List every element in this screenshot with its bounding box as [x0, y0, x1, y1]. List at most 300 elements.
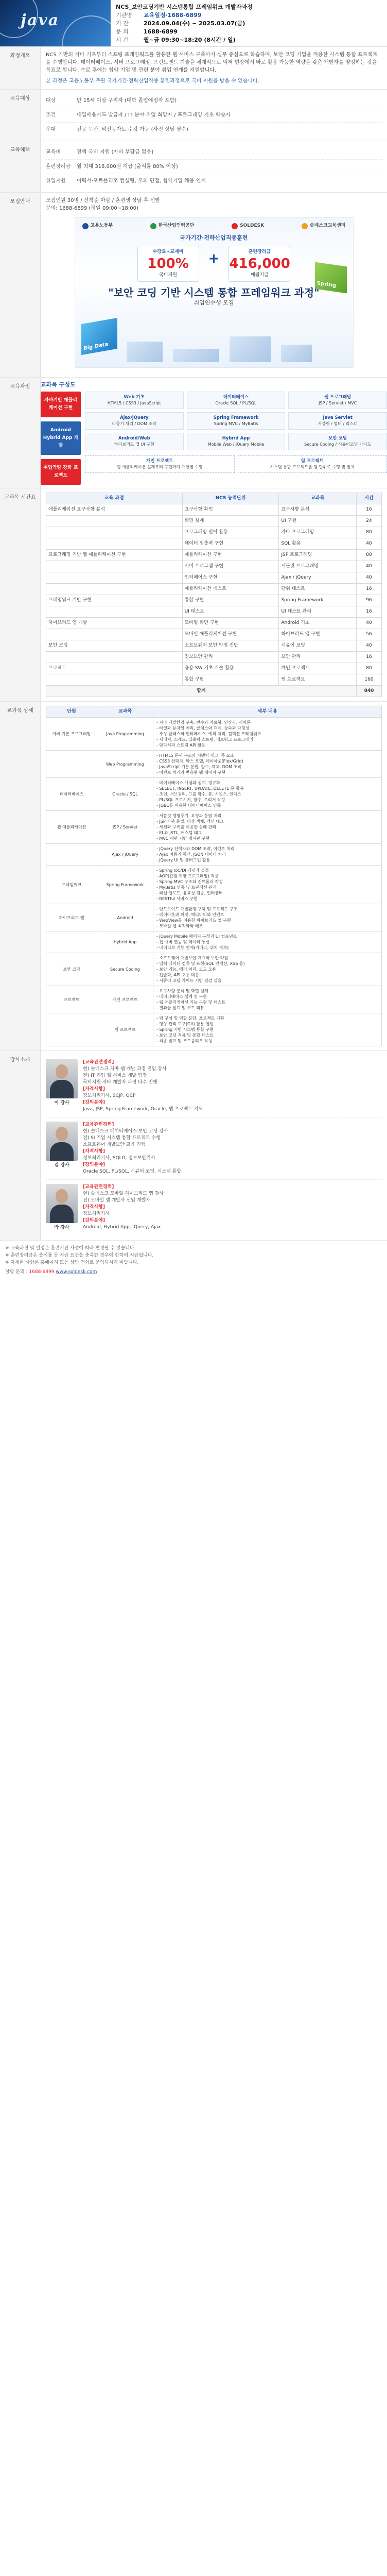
- license-text: 정보처리기사, SCJP, OCP: [83, 1093, 136, 1098]
- table-cell: Secure Coding: [97, 953, 153, 986]
- section-label: 모집안내: [0, 193, 41, 377]
- table-cell: - 서블릿 생명주기, 요청과 응답 처리 - JSP 기본 문법, 내장 객체, 액션 태그 - 세션과 쿠키를 이용한 상태 관리 - EL과 JSTL, 커스텀 태그 - MVC 패턴 기반 게시판 구현: [153, 811, 382, 844]
- field-heading: [강의분야]: [83, 1162, 105, 1167]
- subject-desc: 비동기 처리 / DOM 조작: [112, 421, 156, 426]
- column-header: 교과목: [279, 493, 357, 504]
- row-key: 훈련장려금: [46, 164, 71, 170]
- table-cell: Hybrid App: [97, 931, 153, 953]
- field-text: Android, Hybrid App, jQuery, Ajax: [83, 1225, 161, 1230]
- course-info: [111, 0, 387, 46]
- table-cell: - jQuery 선택자와 DOM 조작, 이벤트 처리 - Ajax 비동기 통신, JSON 데이터 처리 - jQuery UI 및 플러그인 활용: [153, 844, 382, 866]
- table-cell: 프로젝트: [46, 663, 183, 674]
- subject-title: 웹 프로그래밍: [324, 395, 351, 400]
- project-box: [85, 455, 235, 473]
- table-cell: 16: [357, 606, 382, 618]
- table-cell: Ajax / jQuery: [279, 572, 357, 584]
- section-label: 과정개요: [0, 47, 41, 89]
- decor-cube: [281, 345, 312, 362]
- flow-stages: [41, 392, 81, 485]
- poster-subheadline: 취업연수생 모집: [194, 299, 234, 306]
- table-row: [46, 866, 382, 904]
- career-text: 현) 솔데스크 모바일·하이브리드 앱 강사 전) 모바일 앱 개발사 선임 개발자: [83, 1191, 164, 1203]
- project-title: 팀 프로젝트: [301, 459, 324, 464]
- table-cell: [46, 538, 183, 550]
- table-cell: 40: [357, 538, 382, 550]
- license-text: 정보처리기사, SQLD, 정보보안기사: [83, 1156, 155, 1161]
- table-row: [46, 561, 382, 572]
- table-row: [46, 504, 382, 516]
- table-cell: - 자바 개발환경 구축, 변수와 자료형, 연산자, 제어문 - 배열과 문자열 처리, 클래스와 객체, 상속과 다형성 - 추상 클래스와 인터페이스, 예외 처리, 컬렉션 프레임워크 - 제네릭, 스레드, 입출력 스트림, 네트워크 프로그래밍 - 람다식과 스트림 API 활용: [153, 718, 382, 751]
- subject-title: 보안 코딩: [328, 436, 347, 441]
- table-cell: 팀 프로젝트: [279, 674, 357, 686]
- decor-cube: [127, 342, 163, 362]
- table-row: [46, 618, 382, 629]
- table-cell: 팀 프로젝트: [97, 1013, 153, 1046]
- stat-allowance: [228, 246, 290, 282]
- table-row: [46, 674, 382, 686]
- license-text: 정보처리기사: [83, 1211, 110, 1216]
- instructor-details: [83, 1059, 382, 1113]
- logo-center: [302, 222, 346, 230]
- column-header: 교과목: [97, 706, 153, 718]
- table-row: [46, 663, 382, 674]
- schedule-body: [41, 488, 387, 701]
- table-row: [46, 811, 382, 844]
- stage-block: 취업역량 강화 프로젝트: [41, 459, 81, 485]
- subject-title: Ajax/jQuery: [120, 415, 149, 420]
- contact-link[interactable]: www.soldesk.com: [56, 1269, 97, 1275]
- instructor-photo-wrap: [46, 1059, 78, 1113]
- table-cell: - 팀 구성 및 역할 분담, 프로젝트 기획 - 형상 관리 도구(Git) 활용 협업 - Spring 기반 시스템 통합 구현 - 보안 코딩 적용 및 통합 테스트 - 최종 발표 및 포트폴리오 작성: [153, 1013, 382, 1046]
- field-heading: [강의분야]: [83, 1100, 105, 1105]
- flow-title: 교과목 구성도: [41, 381, 76, 388]
- table-cell: 하이브리드 앱 개발: [46, 618, 183, 629]
- career-heading: [교육관련경력]: [83, 1184, 114, 1190]
- instructor-list: [41, 1051, 387, 1240]
- table-row: [46, 986, 382, 1013]
- table-cell: 요구사항 확인: [182, 504, 279, 516]
- flow-projects: [85, 455, 387, 473]
- section-label: 교과목 시간표: [0, 488, 41, 701]
- table-cell: 40: [357, 640, 382, 652]
- subject-title: Web 기초: [124, 395, 145, 400]
- field-heading: [강의분야]: [83, 1218, 105, 1223]
- table-cell: 보안 코딩: [46, 953, 97, 986]
- project-title: 개인 프로젝트: [146, 459, 173, 464]
- table-cell: Web Programming: [97, 751, 153, 778]
- benefit-row: [46, 174, 382, 188]
- subject-box: [187, 392, 286, 409]
- subject-box: [187, 412, 286, 430]
- subject-desc: HTML5 / CSS3 / JavaScript: [107, 401, 161, 405]
- table-cell: 개인 프로젝트: [97, 986, 153, 1013]
- table-header-row: [46, 493, 382, 504]
- decor-circle: [62, 15, 111, 46]
- table-cell: 96: [357, 595, 382, 606]
- decor-cube: [230, 336, 271, 362]
- stat-number: 416,000: [229, 256, 290, 272]
- subject-title: Spring Framework: [213, 415, 259, 420]
- poster-headline: "보안 코딩 기반 시스템 통합 프레임워크 과정": [108, 286, 320, 299]
- photo-body: [50, 1080, 74, 1098]
- table-row: [46, 844, 382, 866]
- table-row: [46, 606, 382, 618]
- table-cell: 보안 관리: [279, 652, 357, 663]
- instructor-card: [46, 1179, 382, 1236]
- stat-tuition: [137, 246, 199, 282]
- subject-box: [85, 412, 184, 430]
- benefit-row: [46, 145, 382, 159]
- table-cell: - 소프트웨어 개발보안 개요와 보안 약점 - 입력 데이터 검증 및 표현(SQL 인젝션, XSS 등) - 보안 기능, 에러 처리, 코드 오류 - 캡슐화, API 오용 대응 - 시큐어 코딩 가이드 기반 점검 실습: [153, 953, 382, 986]
- row-value: 전공 무관, 비전공자도 수강 가능 (사전 상담 필수): [77, 127, 188, 132]
- instructor-section: [0, 1051, 387, 1241]
- section-label: 강사소개: [0, 1051, 41, 1240]
- curriculum-flow: [41, 378, 387, 488]
- row-value: 이력서·포트폴리오 컨설팅, 모의 면접, 협약기업 채용 연계: [77, 178, 206, 184]
- instructor-details: [83, 1122, 382, 1175]
- table-cell: UI 테스트: [182, 606, 279, 618]
- table-cell: 웹 애플리케이션: [46, 811, 97, 844]
- table-cell: Android: [97, 904, 153, 931]
- table-row: [46, 516, 382, 527]
- recruit-body: [41, 193, 387, 377]
- subject-desc: 하이브리드 앱 UI 구현: [114, 442, 154, 447]
- table-row: [46, 629, 382, 640]
- photo-body: [50, 1142, 74, 1161]
- column-header: 세부 내용: [153, 706, 382, 718]
- table-cell: 통합 구현: [182, 674, 279, 686]
- photo-body: [50, 1205, 74, 1223]
- center-icon: [302, 223, 308, 229]
- detail-section: [0, 702, 387, 1051]
- table-row: [46, 904, 382, 931]
- row-key: 대상: [46, 98, 56, 104]
- bigdata-tile: Big Data: [81, 318, 117, 355]
- career-heading: [교육관련경력]: [83, 1060, 114, 1065]
- table-cell: 16: [357, 652, 382, 663]
- course-title: NCS_보안코딩기반 시스템통합 프레임워크 개발자과정: [116, 4, 253, 10]
- curriculum-section: [0, 378, 387, 488]
- instructor-details: [83, 1184, 382, 1232]
- table-cell: JSP 프로그래밍: [279, 550, 357, 561]
- logo-soldesk: [232, 222, 264, 230]
- table-cell: 통합 구현: [182, 595, 279, 606]
- total-hours: 840: [357, 686, 382, 697]
- phone-key: 문 의: [116, 28, 129, 35]
- table-cell: 개인 프로젝트: [279, 663, 357, 674]
- instructor-photo: [46, 1122, 78, 1161]
- stat-label: 훈련장려금: [248, 249, 271, 255]
- table-cell: [46, 931, 97, 953]
- instructor-photo-wrap: [46, 1184, 78, 1232]
- intro-text: NCS 기반의 자바 기초부터 스프링 프레임워크를 활용한 웹 서비스 구축까지 실무 중심으로 학습하며, 보안 코딩 기법을 적용한 시스템 통합 프로젝트를 수행합니다. 데이터베이스, 서버 프로그래밍, 프런트엔드 기술을 체계적으로 익혀 현장에서 바로 활용 가능한 역량을 갖춘 개발자를 양성하는 것을 목표로 합니다. 수료 후에는 협약 기업 및 관련 분야 취업 연계를 지원합니다.: [46, 52, 378, 73]
- section-label: 교육과정: [0, 378, 41, 488]
- course-header: [0, 0, 387, 47]
- row-value: 전액 국비 지원 (자비 부담금 없음): [77, 149, 154, 155]
- hrdkorea-icon: [150, 223, 156, 229]
- column-header: NCS 능력단위: [182, 493, 279, 504]
- table-cell: - 요구사항 분석 및 화면 설계 - 데이터베이스 설계 및 구현 - 웹 애플리케이션 기능 구현 및 테스트 - 결과물 발표 및 코드 리뷰: [153, 986, 382, 1013]
- table-row: [46, 751, 382, 778]
- photo-head: [56, 1189, 68, 1204]
- org-value: 교육일정·1688-6899: [144, 12, 202, 19]
- table-row: [46, 538, 382, 550]
- table-cell: JSP / Servlet: [97, 811, 153, 844]
- table-cell: - 데이터베이스 개념과 설계, 정규화 - SELECT, INSERT, UPDATE, DELETE 문 활용 - 조인, 서브쿼리, 그룹 함수, 뷰, 시퀀스, 인덱스 - PL/SQL 프로시저, 함수, 트리거 작성 - JDBC를 이용한 데이터베이스 연동: [153, 778, 382, 811]
- intro-body: [41, 47, 387, 89]
- table-cell: - HTML5 문서 구조와 시맨틱 태그, 폼 요소 - CSS3 선택자, 박스 모델, 레이아웃(Flex/Grid) - JavaScript 기본 문법, 함수, 객체, DOM 조작 - 이벤트 처리와 반응형 웹 페이지 구현: [153, 751, 382, 778]
- time-key: 시 간: [116, 37, 129, 43]
- page: [0, 0, 387, 1280]
- table-row: [46, 953, 382, 986]
- subject-title: 데이터베이스: [223, 395, 249, 400]
- table-cell: - jQuery Mobile 페이지 구성과 UI 컴포넌트 - 웹 서버 연동 및 데이터 통신 - 네이티브 기능 연계(카메라, 위치 정보): [153, 931, 382, 953]
- table-cell: 애플리케이션 구현: [182, 550, 279, 561]
- row-key: 우대: [46, 127, 56, 132]
- table-cell: 16: [357, 504, 382, 516]
- table-row: [46, 652, 382, 663]
- table-cell: 160: [357, 674, 382, 686]
- benefit-section: [0, 141, 387, 193]
- table-total-row: [46, 686, 382, 697]
- contact-label: 상담 문의 :: [5, 1269, 28, 1275]
- subject-desc: JSP / Servlet / MVC: [319, 401, 357, 405]
- table-cell: 요구사항 분석: [279, 504, 357, 516]
- table-cell: 인터페이스 구현: [182, 572, 279, 584]
- period-key: 기 간: [116, 20, 129, 27]
- table-row: [46, 778, 382, 811]
- table-cell: 하이브리드 앱: [46, 904, 97, 931]
- recruit-section: [0, 193, 387, 378]
- promo-poster: [75, 217, 354, 368]
- footer-note: ※ 훈련장려금은 출석률 등 지급 요건을 충족한 경우에 한하여 지급됩니다.: [5, 1253, 154, 1258]
- partner-logos: [75, 218, 353, 234]
- table-cell: UI 테스트 관리: [279, 606, 357, 618]
- field-text: Oracle SQL, PL/SQL, 시큐어 코딩, 시스템 통합: [83, 1169, 182, 1174]
- table-cell: 서버 프로그램 구현: [182, 561, 279, 572]
- subject-desc: 서블릿 / 필터 / 리스너: [318, 421, 358, 426]
- stat-label: 수강료+교재비: [152, 249, 184, 255]
- soldesk-icon: [232, 223, 238, 229]
- detail-body: [41, 702, 387, 1050]
- table-cell: 모바일 애플리케이션 구현: [182, 629, 279, 640]
- logo-text: 한국산업인력공단: [158, 223, 195, 228]
- section-label: 교육혜택: [0, 141, 41, 192]
- table-cell: UI 구현: [279, 516, 357, 527]
- table-cell: 80: [357, 550, 382, 561]
- table-cell: 정보보안 관리: [182, 652, 279, 663]
- career-text: 현) 솔데스크 데이터베이스·보안 코딩 강사 전) SI 기업 시스템 통합 프로젝트 수행 소프트웨어 개발보안 교육 진행: [83, 1129, 168, 1147]
- table-cell: [46, 629, 183, 640]
- table-cell: 프로젝트: [46, 986, 97, 1013]
- table-cell: 애플리케이션 요구사항 분석: [46, 504, 183, 516]
- table-cell: 프로그래밍 기반 웹 애플리케이션 구현: [46, 550, 183, 561]
- table-cell: [46, 674, 183, 686]
- table-cell: 응용 SW 기초 기술 활용: [182, 663, 279, 674]
- table-cell: [46, 652, 183, 663]
- stat-caption: 매월지급: [251, 273, 269, 278]
- license-heading: [자격사항]: [83, 1149, 105, 1154]
- table-cell: Ajax / jQuery: [97, 844, 153, 866]
- total-label: 합계: [46, 686, 357, 697]
- table-cell: Java Programming: [97, 718, 153, 751]
- flow-columns: [85, 392, 387, 485]
- recruit-contact: 문의: 1688-6899 (평일 09:00~18:00): [46, 206, 138, 211]
- table-cell: [46, 572, 183, 584]
- footer-notes: [0, 1241, 387, 1280]
- photo-head: [56, 1064, 68, 1079]
- instructor-name: 박 강사: [54, 1225, 69, 1230]
- org-key: 기관명: [116, 12, 132, 19]
- java-logo: java: [21, 11, 60, 29]
- table-row: [46, 931, 382, 953]
- java-banner: [0, 0, 111, 46]
- table-cell: [46, 751, 97, 778]
- intro-section: [0, 47, 387, 90]
- footer-note: ※ 자세한 사항은 홈페이지 또는 상담 전화로 문의하시기 바랍니다.: [5, 1260, 139, 1265]
- instructor-card: [46, 1055, 382, 1117]
- photo-head: [56, 1127, 68, 1141]
- footer-note: ※ 교육과정 및 일정은 훈련기관 사정에 따라 변경될 수 있습니다.: [5, 1246, 136, 1251]
- subject-box: [85, 392, 184, 409]
- table-cell: [46, 1013, 97, 1046]
- target-body: [41, 90, 387, 141]
- detail-rows: [46, 718, 382, 1046]
- recruit-text: 모집인원 30명 / 선착순 마감 / 훈련생 상담 후 선발: [46, 198, 160, 204]
- field-text: Java, JSP, Spring Framework, Oracle, 웹 프로젝트 지도: [83, 1107, 203, 1112]
- table-row: [46, 718, 382, 751]
- stat-caption: 국비지원: [159, 273, 177, 278]
- table-cell: Android 기초: [279, 618, 357, 629]
- table-row: [46, 584, 382, 595]
- table-cell: 모바일 화면 구현: [182, 618, 279, 629]
- table-cell: 80: [357, 663, 382, 674]
- table-cell: 40: [357, 561, 382, 572]
- poster-tagline: 국가기간·전략산업직종훈련: [180, 234, 248, 241]
- subject-desc: Mobile Web / jQuery Mobile: [207, 442, 265, 447]
- subject-title: Android/Web: [118, 436, 150, 441]
- table-cell: [46, 527, 183, 538]
- stage-block: Android Hybrid App 개발: [41, 421, 81, 455]
- section-label: 교육대상: [0, 90, 41, 141]
- instructor-name: 김 강사: [54, 1163, 69, 1168]
- table-cell: Spring Framework: [97, 866, 153, 904]
- table-cell: 자바 프로그래밍: [279, 527, 357, 538]
- career-heading: [교육관련경력]: [83, 1122, 114, 1127]
- subject-desc: Spring MVC / MyBatis: [214, 421, 258, 426]
- row-value: 만 15세 이상 구직자 (대학 졸업예정자 포함): [77, 98, 177, 104]
- stat-number: 100%: [147, 256, 189, 272]
- table-cell: Spring Framework: [279, 595, 357, 606]
- subject-box: [187, 433, 286, 450]
- subject-box: [85, 433, 184, 450]
- target-row: [46, 122, 382, 137]
- subject-box: [288, 433, 387, 450]
- table-cell: 단위 테스트: [279, 584, 357, 595]
- subject-title: Hybrid App: [222, 436, 250, 441]
- flow-grid: [41, 392, 387, 485]
- table-cell: 80: [357, 527, 382, 538]
- table-row: [46, 527, 382, 538]
- time-value: 월~금 09:30~18:20 (8시간 / 일): [144, 37, 236, 43]
- table-cell: 서블릿 프로그래밍: [279, 561, 357, 572]
- poster-stats: [75, 246, 353, 282]
- table-cell: 56: [357, 629, 382, 640]
- section-label: 교과목 상세: [0, 702, 41, 1050]
- project-desc: 웹 애플리케이션 설계부터 구현까지 개인별 수행: [116, 465, 203, 469]
- table-header-row: [46, 706, 382, 718]
- project-desc: 시스템 통합 프로젝트를 팀 단위로 수행 및 발표: [270, 465, 355, 469]
- table-cell: 프로그래밍 언어 활용: [182, 527, 279, 538]
- table-cell: 프레임워크: [46, 866, 97, 904]
- schedule-rows: [46, 504, 382, 697]
- table-cell: [46, 584, 183, 595]
- logo-text: SOLDESK: [240, 223, 265, 228]
- row-key: 교육비: [46, 149, 61, 155]
- flow-row: [85, 412, 387, 430]
- flow-row: [85, 433, 387, 450]
- table-cell: 애플리케이션 테스트: [182, 584, 279, 595]
- logo-text: 고용노동부: [90, 223, 113, 228]
- table-cell: [46, 561, 183, 572]
- table-cell: 자바 기본 프로그래밍: [46, 718, 97, 751]
- table-row: [46, 550, 382, 561]
- table-cell: SQL 활용: [279, 538, 357, 550]
- benefit-body: [41, 141, 387, 192]
- table-cell: - Spring IoC/DI 개념과 설정 - AOP(관점 지향 프로그래밍) 적용 - Spring MVC 구조와 컨트롤러 작성 - MyBatis 연동 및 트랜잭션 관리 - 파일 업로드, 유효성 검증, 인터셉터 - RESTful 서비스 구현: [153, 866, 382, 904]
- career-text: 현) 솔데스크 자바 웹 개발 과정 전임 강사 전) IT 기업 웹 서비스 개발 팀장 국비지원 자바 개발자 과정 다수 진행: [83, 1066, 167, 1085]
- table-cell: 16: [357, 584, 382, 595]
- logo-ministry: [82, 222, 113, 230]
- table-cell: 데이터 입출력 구현: [182, 538, 279, 550]
- flow-row: [85, 392, 387, 409]
- table-row: [46, 572, 382, 584]
- schedule-section: [0, 488, 387, 702]
- table-cell: 하이브리드 앱 구현: [279, 629, 357, 640]
- row-key: 취업지원: [46, 178, 66, 184]
- table-cell: [46, 844, 97, 866]
- subject-box: [288, 412, 387, 430]
- instructor-card: [46, 1117, 382, 1179]
- table-cell: 40: [357, 572, 382, 584]
- target-row: [46, 94, 382, 108]
- row-value: 월 최대 316,000원 지급 (출석률 80% 이상): [77, 164, 178, 170]
- table-row: [46, 595, 382, 606]
- table-cell: - 안드로이드 개발환경 구축 및 프로젝트 구조 - 레이아웃과 위젯, 액티비티와 인텐트 - WebView를 이용한 하이브리드 앱 구현 - 모바일 웹 최적화와 배포: [153, 904, 382, 931]
- row-value: 내일배움카드 발급자 / IT 분야 취업 희망자 / 프로그래밍 기초 학습자: [77, 112, 231, 118]
- subject-title: Java Servlet: [323, 415, 353, 420]
- ministry-icon: [82, 223, 89, 229]
- instructor-photo-wrap: [46, 1122, 78, 1175]
- decor-cube: [173, 349, 219, 362]
- column-header: 단원: [46, 706, 97, 718]
- footer-contact: [5, 1268, 382, 1276]
- period-value: 2024.09.04(수) ~ 2025.03.07(금): [144, 20, 245, 27]
- subject-box: [288, 392, 387, 409]
- benefit-row: [46, 159, 382, 174]
- license-heading: [자격사항]: [83, 1087, 105, 1092]
- subject-desc: Oracle SQL / PL/SQL: [215, 401, 257, 405]
- stage-block: 자바기반 애플리케이션 구현: [41, 392, 81, 417]
- instructor-photo: [46, 1184, 78, 1223]
- spring-tile: Spring: [315, 262, 347, 294]
- column-header: 시간: [357, 493, 382, 504]
- table-row: [46, 1013, 382, 1046]
- license-heading: [자격사항]: [83, 1205, 105, 1210]
- column-header: 교육 과정: [46, 493, 183, 504]
- table-cell: 소프트웨어 보안 약점 진단: [182, 640, 279, 652]
- table-cell: 40: [357, 618, 382, 629]
